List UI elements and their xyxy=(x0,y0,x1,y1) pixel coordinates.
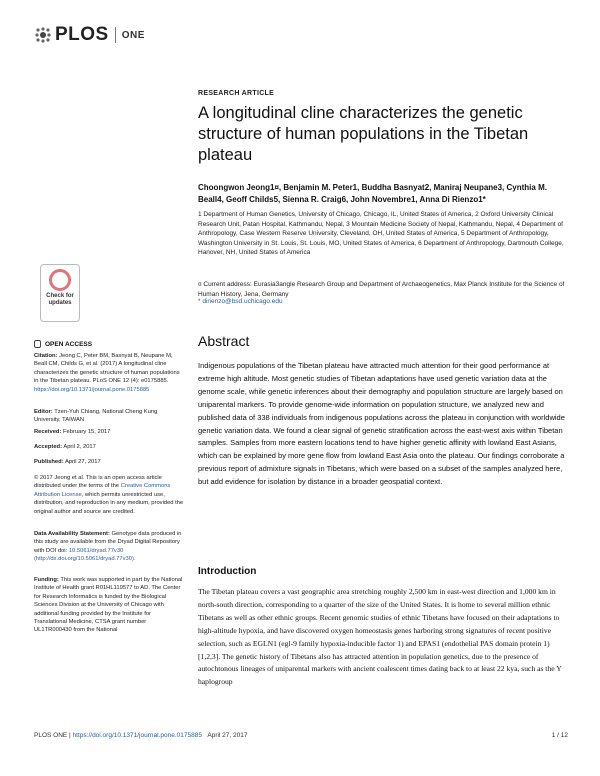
open-lock-icon xyxy=(34,340,41,348)
logo-wordmark: PLOS xyxy=(55,24,109,45)
copyright-block xyxy=(34,474,184,516)
affiliations: 1 Department of Human Genetics, University of Chicago, Chicago, IL, United States of America, 2 Oxford University Clinical Research Unit, Patan Hospital, Kathmandu, Nepal, 3 Mountain Medicine Society of Nepal, Kathmandu, Nepal, 4 Department of Anthropology, Case Western Reserve University, Cleveland, OH, United States of America, 5 Department of Anthropology, Washington University in St. Louis, St. Louis, MO, United States of America, 6 Department of Anthropology, Dartmouth College, Hanover, NH, United States of America xyxy=(198,211,564,257)
dryad-url-link[interactable]: (http://dx.doi.org/10.5061/dryad.77v30). xyxy=(34,556,136,563)
data-availability-block xyxy=(34,530,184,564)
dryad-doi-link[interactable]: 10.5061/dryad.77v30 xyxy=(68,547,124,554)
data-availability-text: Genotype data produced in this study are available from the Dryad Digital Repository with DOI doi: xyxy=(34,531,182,554)
received-block xyxy=(34,428,184,436)
logo-divider xyxy=(115,27,116,43)
received-date: February 15, 2017 xyxy=(63,429,111,435)
footer-separator: | xyxy=(69,732,71,739)
copyright-tail: , which permits unrestricted use, distribution, and reproduction in any medium, provided the original author and source are credited. xyxy=(34,491,184,515)
page-number: 1 / 12 xyxy=(551,732,568,739)
footer-journal: PLOS ONE xyxy=(34,732,68,739)
copyright-text: © 2017 Jeong et al. This is an open access article distributed under the terms of the xyxy=(34,475,162,490)
abstract-heading: Abstract xyxy=(198,333,250,349)
funding-block xyxy=(34,576,184,635)
citation-block xyxy=(34,352,184,394)
accepted-date: April 2, 2017 xyxy=(63,444,96,450)
article-title: A longitudinal cline characterizes the genetic structure of human populations in the Tibetan plateau xyxy=(198,104,529,164)
published-block xyxy=(34,458,184,466)
logo-journal-name: ONE xyxy=(121,29,145,41)
page-footer xyxy=(34,732,568,739)
open-access-label xyxy=(34,340,92,348)
editor-block xyxy=(34,408,184,425)
open-access-text: OPEN ACCESS xyxy=(45,340,93,348)
funding-label: Funding: xyxy=(34,577,59,583)
footer-doi-link[interactable]: https://doi.org/10.1371/journal.pone.0175885 xyxy=(72,732,202,739)
footer-left xyxy=(34,732,248,739)
editor-label: Editor: xyxy=(34,409,53,415)
footer-date: April 27, 2017 xyxy=(207,732,248,739)
badge-line-1: Check for xyxy=(46,293,74,299)
journal-logo xyxy=(34,24,145,46)
crossmark-icon xyxy=(49,269,71,291)
abstract-text: Indigenous populations of the Tibetan plateau have attracted much attention for their good performance at extreme high altitude. Most genetic studies of Tibetan adaptations have used genetic variation data at the genome scale, while genetic inferences about their demography and population structure are largely based on uniparental markers. To provide genome-wide information on population structure, we analyzed new and published data of 338 individuals from indigenous populations across the plateau in conjunction with worldwide genetic variation data. We found a clear signal of genetic stratification across the east-west axis within Tibetan samples. Samples from more eastern locations tend to have higher genetic affinity with lowland East Asians, which can be explained by more gene flow from lowland East Asia onto the plateau. Our findings corroborate a previous report of admixture signals in Tibetans, which were based on a subset of the samples analyzed here, but add evidence for isolation by distance in a broader geospatial context. xyxy=(198,361,565,487)
current-address: ¤ Current address: Eurasia3angle Research Group and Department of Archaeogenetics, Max Planck Institute for the Science of Human History, Jena, Germany xyxy=(198,281,565,298)
introduction-text: The Tibetan plateau covers a vast geographic area stretching roughly 2,500 km in east-west direction and 1,000 km in north-south direction, corresponding to a quarter of the size of the United States. It is home to several million ethnic Tibetans as well as other ethnic groups. Recent genomic studies of ethnic Tibetans have focused on their adaptations to high-altitude hypoxia, and have discovered oxygen homeostasis genes harboring strong signatures of recent positive selection, such as EGLN1 (egl-9 family hypoxia-inducible factor 1) and EPAS1 (endothelial PAS domain protein 1) [1,2,3]. The genetic history of Tibetans also has attracted attention in population genetics, due to the presence of autochtonous lineages of uniparental markers with ancient coalescent times dating back to at least 22 kya, such as the Y haplogroup xyxy=(198,587,562,687)
published-date: April 27, 2017 xyxy=(64,459,101,465)
data-availability-label: Data Availability Statement: xyxy=(34,531,110,537)
article-type: RESEARCH ARTICLE xyxy=(198,90,275,97)
citation-text: Jeong C, Peter BM, Basnyat B, Neupane M, Beall CM, Childs G, et al. (2017) A longitudinal cline characterizes the genetic structure of human populations in the Tibetan plateau. PLoS ONE 12 (4): e0175885. xyxy=(34,353,180,385)
introduction-heading: Introduction xyxy=(198,566,257,577)
editor-text: Tzen-Yuh Chiang, National Cheng Kung University, TAIWAN xyxy=(34,409,158,424)
funding-text: This work was supported in part by the National Institute of Health grant R01HL119577 to AD. The Center for Research Informatics is funded by the Biological Sciences Division at the University of Chicago with additional funding provided by the Institute for Translational Medicine, CTSA grant number UL1TR000430 from the National xyxy=(34,577,183,634)
received-label: Received: xyxy=(34,429,62,435)
citation-doi-link[interactable]: https://doi.org/10.1371/journal.pone.0175885 xyxy=(34,386,150,393)
plos-logo-icon xyxy=(34,26,52,44)
license-link[interactable]: Creative Commons Attribution License xyxy=(34,483,171,498)
check-for-updates-badge[interactable] xyxy=(40,264,80,322)
badge-line-2: updates xyxy=(48,300,72,306)
accepted-label: Accepted: xyxy=(34,444,63,450)
accepted-block xyxy=(34,443,184,451)
author-list: Choongwon Jeong1¤, Benjamin M. Peter1, Buddha Basnyat2, Maniraj Neupane3, Cynthia M. Beall4, Geoff Childs5, Sienna R. Craig6, John Novembre1, Anna Di Rienzo1* xyxy=(198,183,547,204)
published-label: Published: xyxy=(34,459,64,465)
corresponding-email[interactable]: * dirienzo@bsd.uchicago.edu xyxy=(198,298,283,305)
citation-label: Citation: xyxy=(34,353,58,359)
